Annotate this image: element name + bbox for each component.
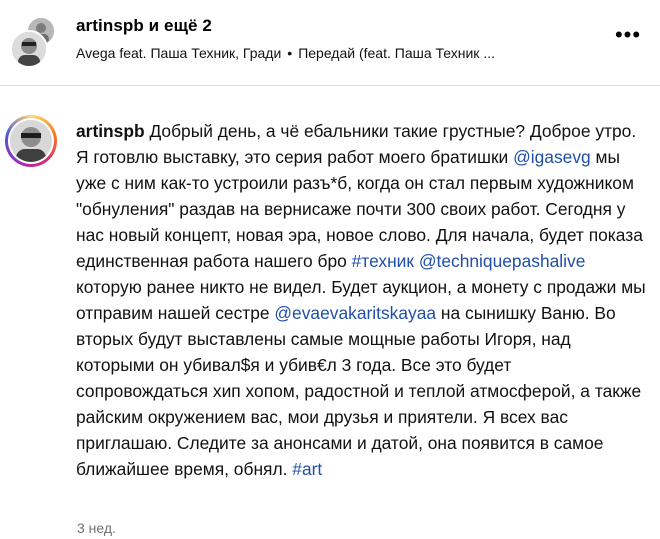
header-title[interactable]: artinspb и ещё 2 <box>76 16 212 35</box>
avatar-primary <box>10 30 48 68</box>
caption-text: мы уже с ним как-то устроили разъ*б, когда он стал первым художником "обнуления" раздав на вернисаже почти 300 своих работ. Сегодня у нас новый концепт, новая эра, новое слово. Для начала, будет показа единственная работа нашего бро <box>76 147 643 271</box>
mention-link[interactable]: @techniquepashalive <box>418 251 586 271</box>
stacked-avatars[interactable] <box>10 14 60 68</box>
post-avatar <box>10 120 52 162</box>
caption-text: которую ранее никто не видел. Будет аукцион, а монету с продажи мы отправим нашей сестре <box>76 277 646 323</box>
caption-text: Добрый день, а чё ебальники такие грустные? Доброе утро. Я готовлю выставку, это серия работ моего братишки <box>76 121 637 167</box>
caption-text: на сынишку Ваню. Во вторых будут выставлены самые мощные работы Игоря, над которыми он убивал$я и убив€л 3 года. Все это будет сопровождаться хип хопом, радостной и теплой атмосферой, а также райским окружением вас, мои друзья и приятели. Я всех вас приглашаю. Следите за анонсами и датой, она появится в самое ближайшее время, обнял. <box>76 303 642 479</box>
mention-link[interactable]: @evaevakaritskayaa <box>274 303 437 323</box>
mention-link[interactable]: @igasevg <box>513 147 591 167</box>
post-caption <box>76 118 646 482</box>
post-avatar-ring[interactable] <box>5 115 57 167</box>
hashtag-link[interactable]: #техник <box>351 251 414 271</box>
post-timestamp[interactable]: 3 нед. <box>77 520 116 536</box>
divider <box>0 85 660 86</box>
caption-username[interactable]: artinspb <box>76 121 145 141</box>
audio-track[interactable]: Avega feat. Паша Техник, Гради <box>76 45 282 61</box>
hashtag-link[interactable]: #art <box>292 459 323 479</box>
audio-track-secondary[interactable]: Передай (feat. Паша Техник ... <box>298 45 495 61</box>
more-horizontal-icon[interactable]: ••• <box>614 22 642 47</box>
post-header <box>0 0 660 80</box>
audio-info[interactable] <box>76 45 495 61</box>
separator-dot: • <box>287 45 293 61</box>
